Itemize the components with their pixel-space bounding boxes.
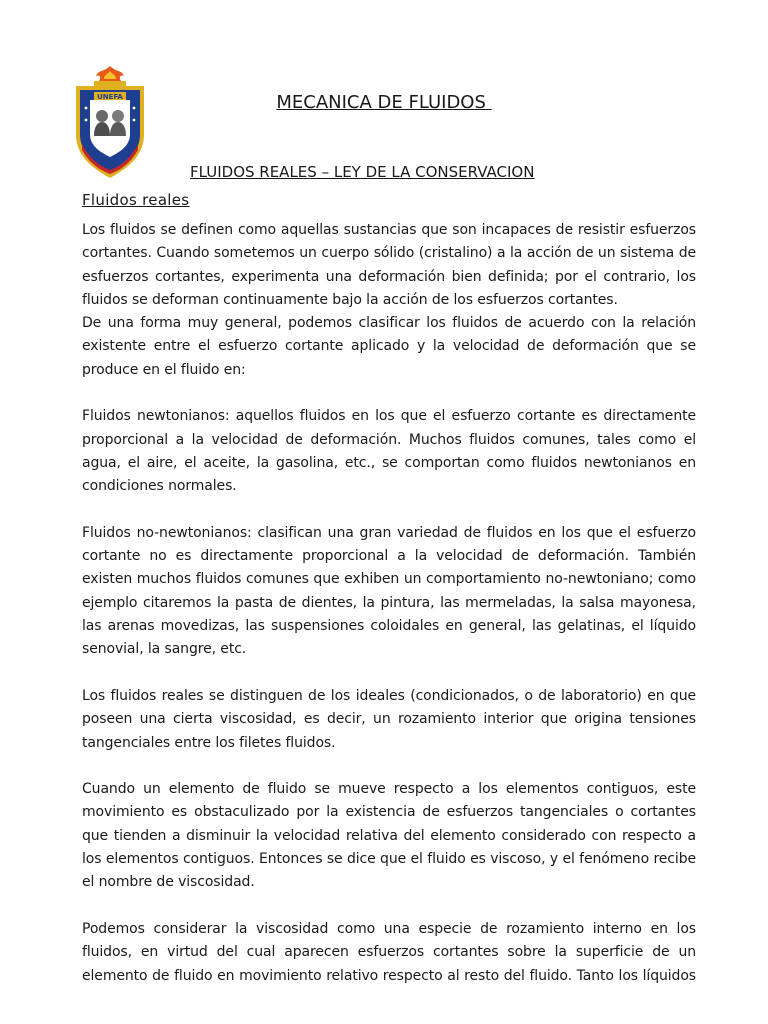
paragraph: Fluidos no-newtonianos: clasifican una gran variedad de fluidos en los que el esfuerzo cortante no es directamente proporcional a la velocidad de deformación. También existen muchos fluidos comunes que exhiben un comportamiento no-newtoniano; como ejemplo citaremos la pasta de dientes, la pintura, las mermeladas, la salsa mayonesa, las arenas movedizas, las suspensiones coloidales en general, las gelatinas, el líquido senovial, la sangre, etc. xyxy=(82,524,696,658)
paragraph: Fluidos newtonianos: aquellos fluidos en los que el esfuerzo cortante es directamente proporcional a la velocidad de deformación. Muchos fluidos comunes, tales como el agua, el aire, el aceite, la gasolina, etc., se comportan como fluidos newtonianos en condiciones normales. xyxy=(82,408,696,495)
paragraph: Podemos considerar la viscosidad como una especie de rozamiento interno en los fluidos, en virtud del cual aparecen esfuerzos cortantes sobre la superficie de un elemento de fluido en movimiento relativo respecto al resto del fluido. Tanto los líquidos xyxy=(82,920,696,984)
document-title: MECANICA DE FLUIDOS xyxy=(276,92,492,113)
unefa-logo xyxy=(68,64,152,182)
paragraph: De una forma muy general, podemos clasificar los fluidos de acuerdo con la relación existente entre el esfuerzo cortante aplicado y la velocidad de deformación que se produce en el fluido en: xyxy=(82,315,696,378)
paragraph: Los fluidos reales se distinguen de los ideales (condicionados, o de laboratorio) en que poseen una cierta viscosidad, es decir, un rozamiento interior que origina tensiones tangenciales entre los filetes fluidos. xyxy=(82,687,696,751)
section-heading: Fluidos reales xyxy=(82,191,190,209)
body-text xyxy=(82,219,696,988)
logo-text: UNEFA xyxy=(97,93,123,101)
paragraph: Cuando un elemento de fluido se mueve respecto a los elementos contiguos, este movimiento es obstaculizado por la existencia de esfuerzos tangenciales o cortantes que tienden a disminuir la velocidad relativa del elemento considerado con respecto a los elementos contiguos. Entonces se dice que el fluido es viscoso, y el fenómeno recibe el nombre de viscosidad. xyxy=(82,781,696,891)
document-subtitle: FLUIDOS REALES – LEY DE LA CONSERVACION xyxy=(190,163,535,181)
paragraph: Los fluidos se definen como aquellas sustancias que son incapaces de resistir esfuerzos cortantes. Cuando sometemos un cuerpo sólido (cristalino) a la acción de un sistema de esfuerzos cortantes, experimenta una deformación bien definida; por el contrario, los fluidos se deforman continuamente bajo la acción de los esfuerzos cortantes. xyxy=(82,222,696,308)
